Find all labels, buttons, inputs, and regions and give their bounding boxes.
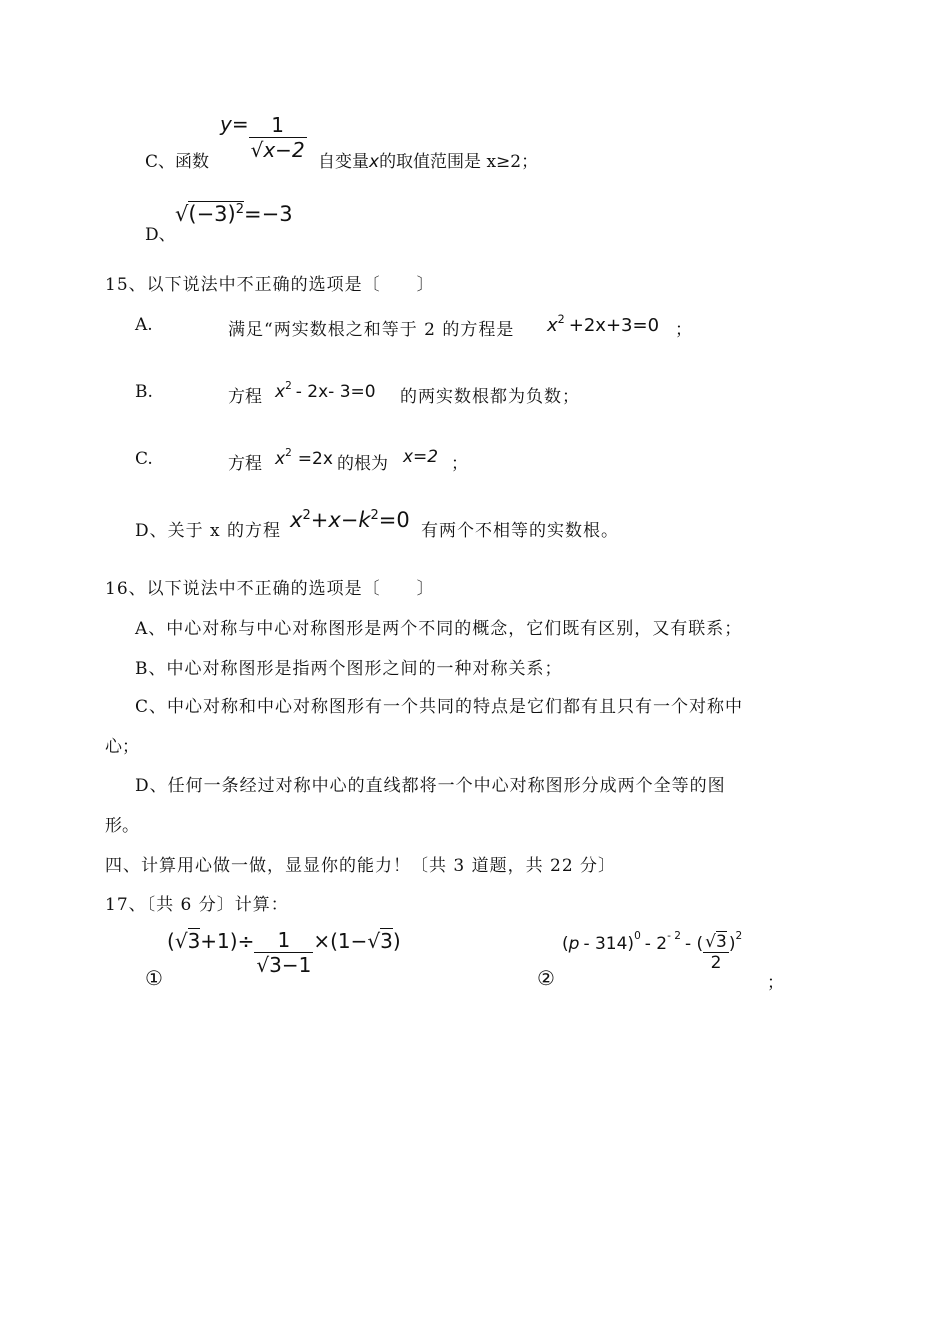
q15-d-exp2: 2: [370, 508, 379, 523]
q16-option-c-line1: C、中心对称和中心对称图形有一个共同的特点是它们都有且只有一个对称中: [135, 697, 744, 717]
q14-c-frac-den: [249, 137, 307, 162]
sqrt-icon: √: [174, 929, 188, 953]
q17-title: 17、〔共 6 分〕计算：: [105, 895, 289, 915]
section-4-heading: 四、计算用心做一做，显显你的能力！〔共 3 道题，共 22 分〕: [105, 856, 617, 876]
q15-a-eq: +2x+3=0: [568, 315, 660, 336]
q16-title: 16、以下说法中不正确的选项是〔 〕: [105, 579, 435, 599]
q17-e2-p: p: [568, 934, 580, 954]
q14-d-expression: [175, 202, 293, 226]
q14-d-rad-text: (−3): [188, 202, 236, 226]
q15-a-x: x: [547, 315, 558, 336]
sqrt-icon: √: [175, 202, 189, 226]
q16-option-b: B、中心对称图形是指两个图形之间的一种对称关系；: [135, 659, 563, 679]
q17-e2-exp0: 0: [634, 930, 641, 942]
q17-e2-end: ；: [767, 973, 784, 993]
q14-c-frac-den-rad: x−2: [263, 138, 305, 162]
q17-e1-rad2: 3: [380, 929, 393, 953]
q17-e1-rad: 3: [187, 929, 201, 953]
q16-option-c-line2: 心；: [105, 737, 139, 757]
q14-c-frac-num: 1: [271, 113, 284, 137]
q17-e2-num-rad: 3: [716, 931, 727, 952]
q15-c-x: x: [275, 449, 286, 469]
q14-c-mid: 自变量: [318, 152, 369, 172]
q15-c-equation: [275, 447, 333, 469]
q14-d-radicand: [188, 201, 244, 226]
q15-a-equation: [547, 313, 659, 336]
q14-c-var: x: [369, 152, 380, 172]
q14-c-suffix: 的取值范围是 x≥2；: [379, 152, 539, 172]
q15-d-eq2: =0: [378, 508, 410, 532]
circled-two-icon: ②: [537, 966, 555, 990]
q17-e2-num: [703, 932, 729, 952]
q14-c-func-lhs: y=: [220, 112, 249, 136]
q17-e2-exp-neg2: - 2: [667, 930, 681, 942]
q15-title: 15、以下说法中不正确的选项是〔 〕: [105, 275, 435, 295]
q15-d-equation: [290, 508, 410, 532]
q17-e2-den: 2: [703, 952, 729, 973]
sqrt-icon: √: [367, 929, 381, 953]
q15-b-x: x: [275, 382, 286, 402]
q15-b-equation: [275, 380, 376, 402]
sqrt-icon: √: [705, 931, 716, 952]
q14-c-function: [220, 112, 307, 162]
q17-e1-a: +1)÷: [200, 929, 255, 953]
q15-b-eq: - 2x- 3=0: [295, 382, 376, 402]
q17-e2-a: - 314): [583, 934, 635, 954]
q17-e1-close: ): [392, 929, 401, 953]
q17-e2-exp2: 2: [735, 930, 743, 942]
q17-e2-open: (: [562, 934, 569, 954]
q17-e1-b: ×(1−: [313, 929, 368, 953]
q17-e1-den: [254, 952, 313, 977]
q14-d-rhs: =−3: [244, 202, 293, 226]
q17-e2-fraction: [703, 932, 729, 973]
q15-b-text: 方程: [228, 387, 262, 407]
q17-e1-open: (: [167, 929, 175, 953]
q15-b-exp: 2: [285, 380, 292, 392]
q17-e2-body: [562, 930, 742, 973]
q15-c-exp: 2: [285, 447, 292, 459]
q17-e2-close: ): [728, 934, 736, 954]
q15-c-end: ；: [451, 454, 468, 474]
q15-c-label: C.: [135, 449, 153, 469]
q15-d-end: 有两个不相等的实数根。: [421, 521, 619, 541]
q14-c-fraction: [249, 113, 307, 162]
q15-c-text: 方程: [228, 454, 262, 474]
q14-c-prefix: C、函数: [145, 152, 210, 172]
q15-d-eq: +x−k: [310, 508, 371, 532]
circled-one-icon: ①: [145, 966, 163, 990]
q15-a-label: A.: [135, 315, 153, 335]
sqrt-icon: √: [256, 953, 270, 977]
q16-option-a: A、中心对称与中心对称图形是两个不同的概念，它们既有区别，又有联系；: [135, 619, 743, 639]
q14-d-prefix: D、: [145, 225, 176, 245]
q16-option-d-line1: D、任何一条经过对称中心的直线都将一个中心对称图形分成两个全等的图: [135, 776, 726, 796]
q15-c-mid: 的根为: [337, 454, 388, 474]
q16-option-d-line2: 形。: [105, 816, 139, 836]
q15-b-end: 的两实数根都为负数；: [400, 387, 580, 407]
q14-d-exp: 2: [235, 202, 245, 217]
q17-e1-num: 1: [277, 928, 291, 952]
q15-c-eq: =2x: [297, 449, 333, 469]
q17-e2-b: - 2: [644, 934, 668, 954]
q17-e1-fraction: [254, 928, 313, 977]
q15-c-root: x=2: [403, 447, 439, 467]
sqrt-icon: √: [250, 138, 264, 162]
q17-e2-c: - (: [684, 934, 704, 954]
q17-e1-body: [167, 928, 401, 977]
q15-a-end: ；: [675, 320, 692, 340]
q14-c-text: [318, 147, 538, 172]
q15-d-text: D、关于 x 的方程: [135, 521, 282, 541]
q15-d-x: x: [290, 508, 303, 532]
q17-e1-den-rad: 3: [269, 953, 282, 977]
q15-a-exp: 2: [557, 313, 565, 326]
q15-a-text: 满足“两实数根之和等于 2 的方程是: [228, 320, 515, 340]
q17-e1-den-tail: −1: [281, 953, 312, 977]
q15-d-exp1: 2: [302, 508, 311, 523]
q15-b-label: B.: [135, 382, 153, 402]
